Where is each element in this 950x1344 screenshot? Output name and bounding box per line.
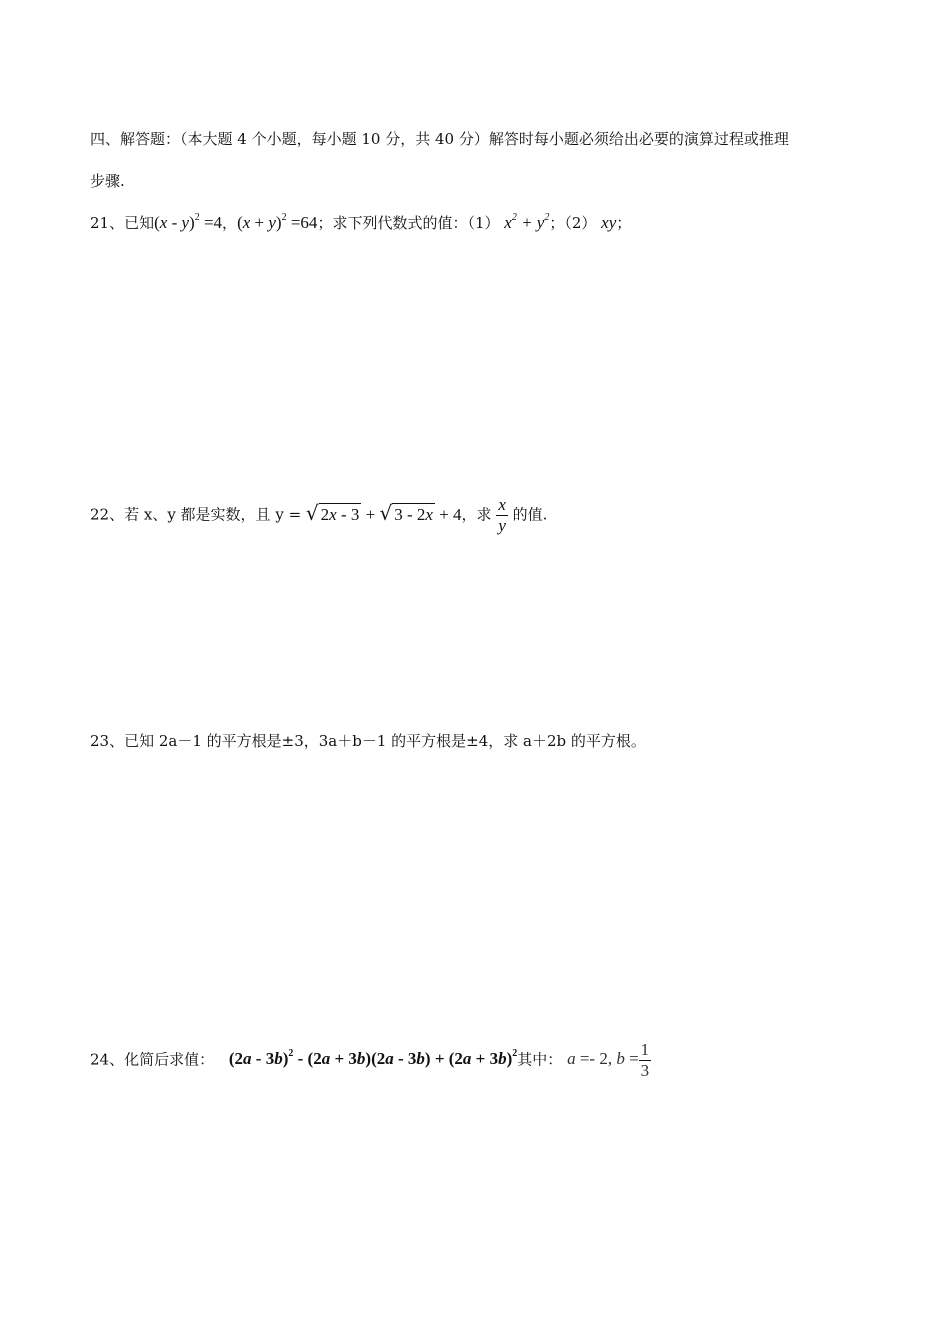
q22-expression: √ 2x - 3 + √ 3 - 2x + 4 bbox=[305, 500, 462, 525]
q21-expr2: xy bbox=[601, 213, 617, 232]
q22-mid: ，求 bbox=[461, 505, 492, 524]
q21-expr1: $x^2 + y^2$ bbox=[504, 212, 550, 232]
section-heading-line2: 步骤. bbox=[90, 172, 125, 190]
q24-values: a =- 2, b = $\frac{1}{3}$ bbox=[567, 1040, 650, 1080]
q24-mid: 其中： bbox=[517, 1050, 563, 1069]
q22-suffix: 的值. bbox=[512, 505, 548, 524]
question-21 bbox=[90, 212, 631, 233]
question-24 bbox=[90, 1040, 651, 1081]
q21-sep3: ；（2） bbox=[549, 214, 597, 232]
q21-eq1: (x - y)$^2$ =4 bbox=[154, 212, 223, 232]
q21-sep1: ， bbox=[222, 214, 238, 232]
q21-sep4: ； bbox=[616, 214, 632, 232]
q22-fraction: $\frac{x}{y}$ bbox=[498, 495, 506, 535]
q21-number: 21、已知 bbox=[90, 214, 155, 232]
question-22 bbox=[90, 495, 547, 536]
q24-prefix: 24、化简后求值： bbox=[90, 1050, 215, 1069]
q24-expression: $(2a - 3b)^2 - (2a + 3b)(2a - 3b) + (2a + 3b)^2$ bbox=[228, 1048, 518, 1069]
section-heading-line1: 四、解答题：（本大题 4 个小题，每小题 10 分，共 40 分）解答时每小题必须给出必要的演算过程或推理 bbox=[90, 130, 789, 148]
q21-eq2: $(x + y)^2 =64$ bbox=[237, 212, 318, 232]
question-23: 23、已知 2a－1 的平方根是±3，3a＋b－1 的平方根是±4，求 a＋2b 的平方根。 bbox=[90, 732, 646, 750]
q21-sep2: ；求下列代数式的值：（1） bbox=[317, 214, 500, 232]
q22-prefix: 22、若 x、y 都是实数，且 y = bbox=[90, 505, 302, 524]
